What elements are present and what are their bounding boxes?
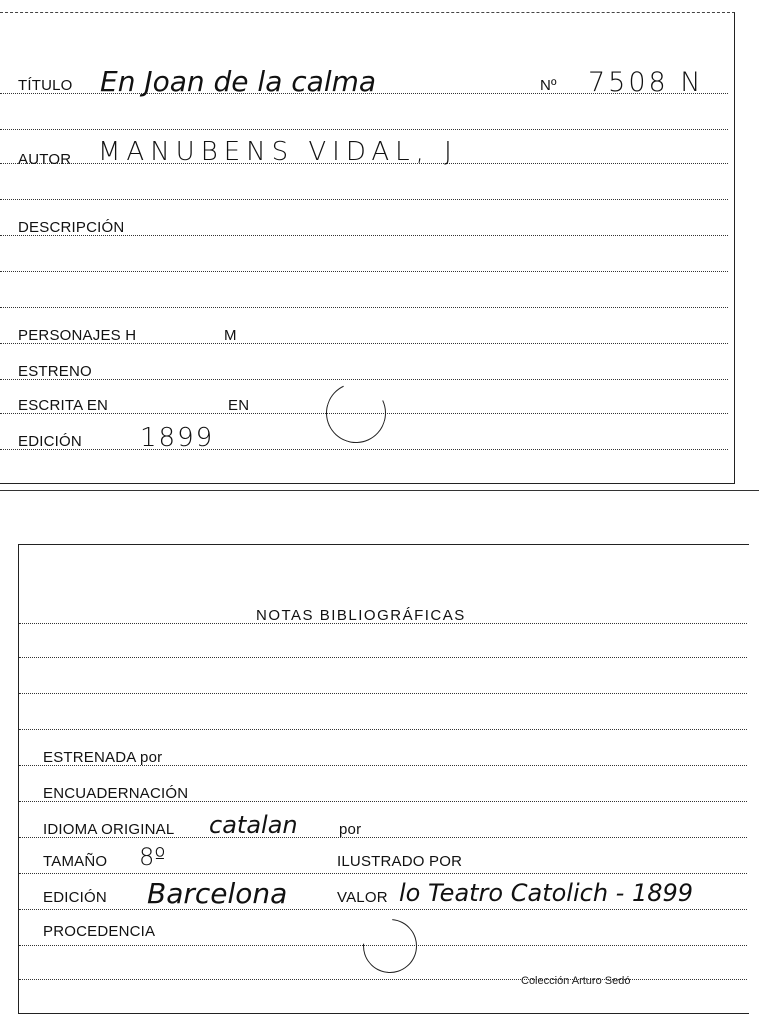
en-label: EN <box>228 397 250 414</box>
personajes-m-label: M <box>224 327 237 344</box>
edicion-label-back: EDICIÓN <box>43 889 107 906</box>
rule-line <box>0 199 728 200</box>
rule-line <box>19 693 747 694</box>
por-label: por <box>339 821 362 838</box>
edicion-label: EDICIÓN <box>18 433 82 450</box>
personajes-label: PERSONAJES H <box>18 327 137 344</box>
rule-line <box>0 307 728 308</box>
rule-line <box>0 129 728 130</box>
card-separator <box>0 490 759 491</box>
valor-label: VALOR <box>337 889 388 906</box>
rule-line <box>0 379 728 380</box>
rule-line <box>0 271 728 272</box>
catalog-card-back <box>18 544 749 1014</box>
stamp-mark <box>352 908 428 984</box>
tamano-value: 8º <box>139 843 166 871</box>
numero-value: 7508 N <box>588 67 704 98</box>
autor-label: AUTOR <box>18 151 72 168</box>
notas-title: NOTAS BIBLIOGRÁFICAS <box>256 607 466 624</box>
valor-value: lo Teatro Catolich - 1899 <box>399 879 694 907</box>
rule-line <box>19 729 747 730</box>
ilustrado-label: ILUSTRADO POR <box>337 853 463 870</box>
rule-line <box>19 873 747 874</box>
collection-credit: Colección Arturo Sedó <box>521 975 631 987</box>
encuadernacion-label: ENCUADERNACIÓN <box>43 785 189 802</box>
rule-line <box>0 449 728 450</box>
rule-line <box>19 909 747 910</box>
idioma-value: catalan <box>209 811 298 839</box>
rule-line <box>19 979 747 980</box>
procedencia-label: PROCEDENCIA <box>43 923 156 940</box>
titulo-value: En Joan de la calma <box>100 65 377 98</box>
edicion-value: 1899 <box>140 423 215 453</box>
estrenada-label: ESTRENADA por <box>43 749 163 766</box>
edicion-value-back: Barcelona <box>147 877 288 910</box>
estreno-label: ESTRENO <box>18 363 92 380</box>
autor-value: MANUBENS VIDAL, J <box>98 137 458 167</box>
idioma-label: IDIOMA ORIGINAL <box>43 821 175 838</box>
descripcion-label: DESCRIPCIÓN <box>18 219 125 236</box>
numero-label: Nº <box>540 77 557 94</box>
stamp-mark <box>318 375 395 452</box>
tamano-label: TAMAÑO <box>43 853 108 870</box>
titulo-label: TÍTULO <box>18 77 73 94</box>
catalog-card-front <box>0 12 735 484</box>
escrita-en-label: ESCRITA EN <box>18 397 109 414</box>
rule-line <box>19 657 747 658</box>
